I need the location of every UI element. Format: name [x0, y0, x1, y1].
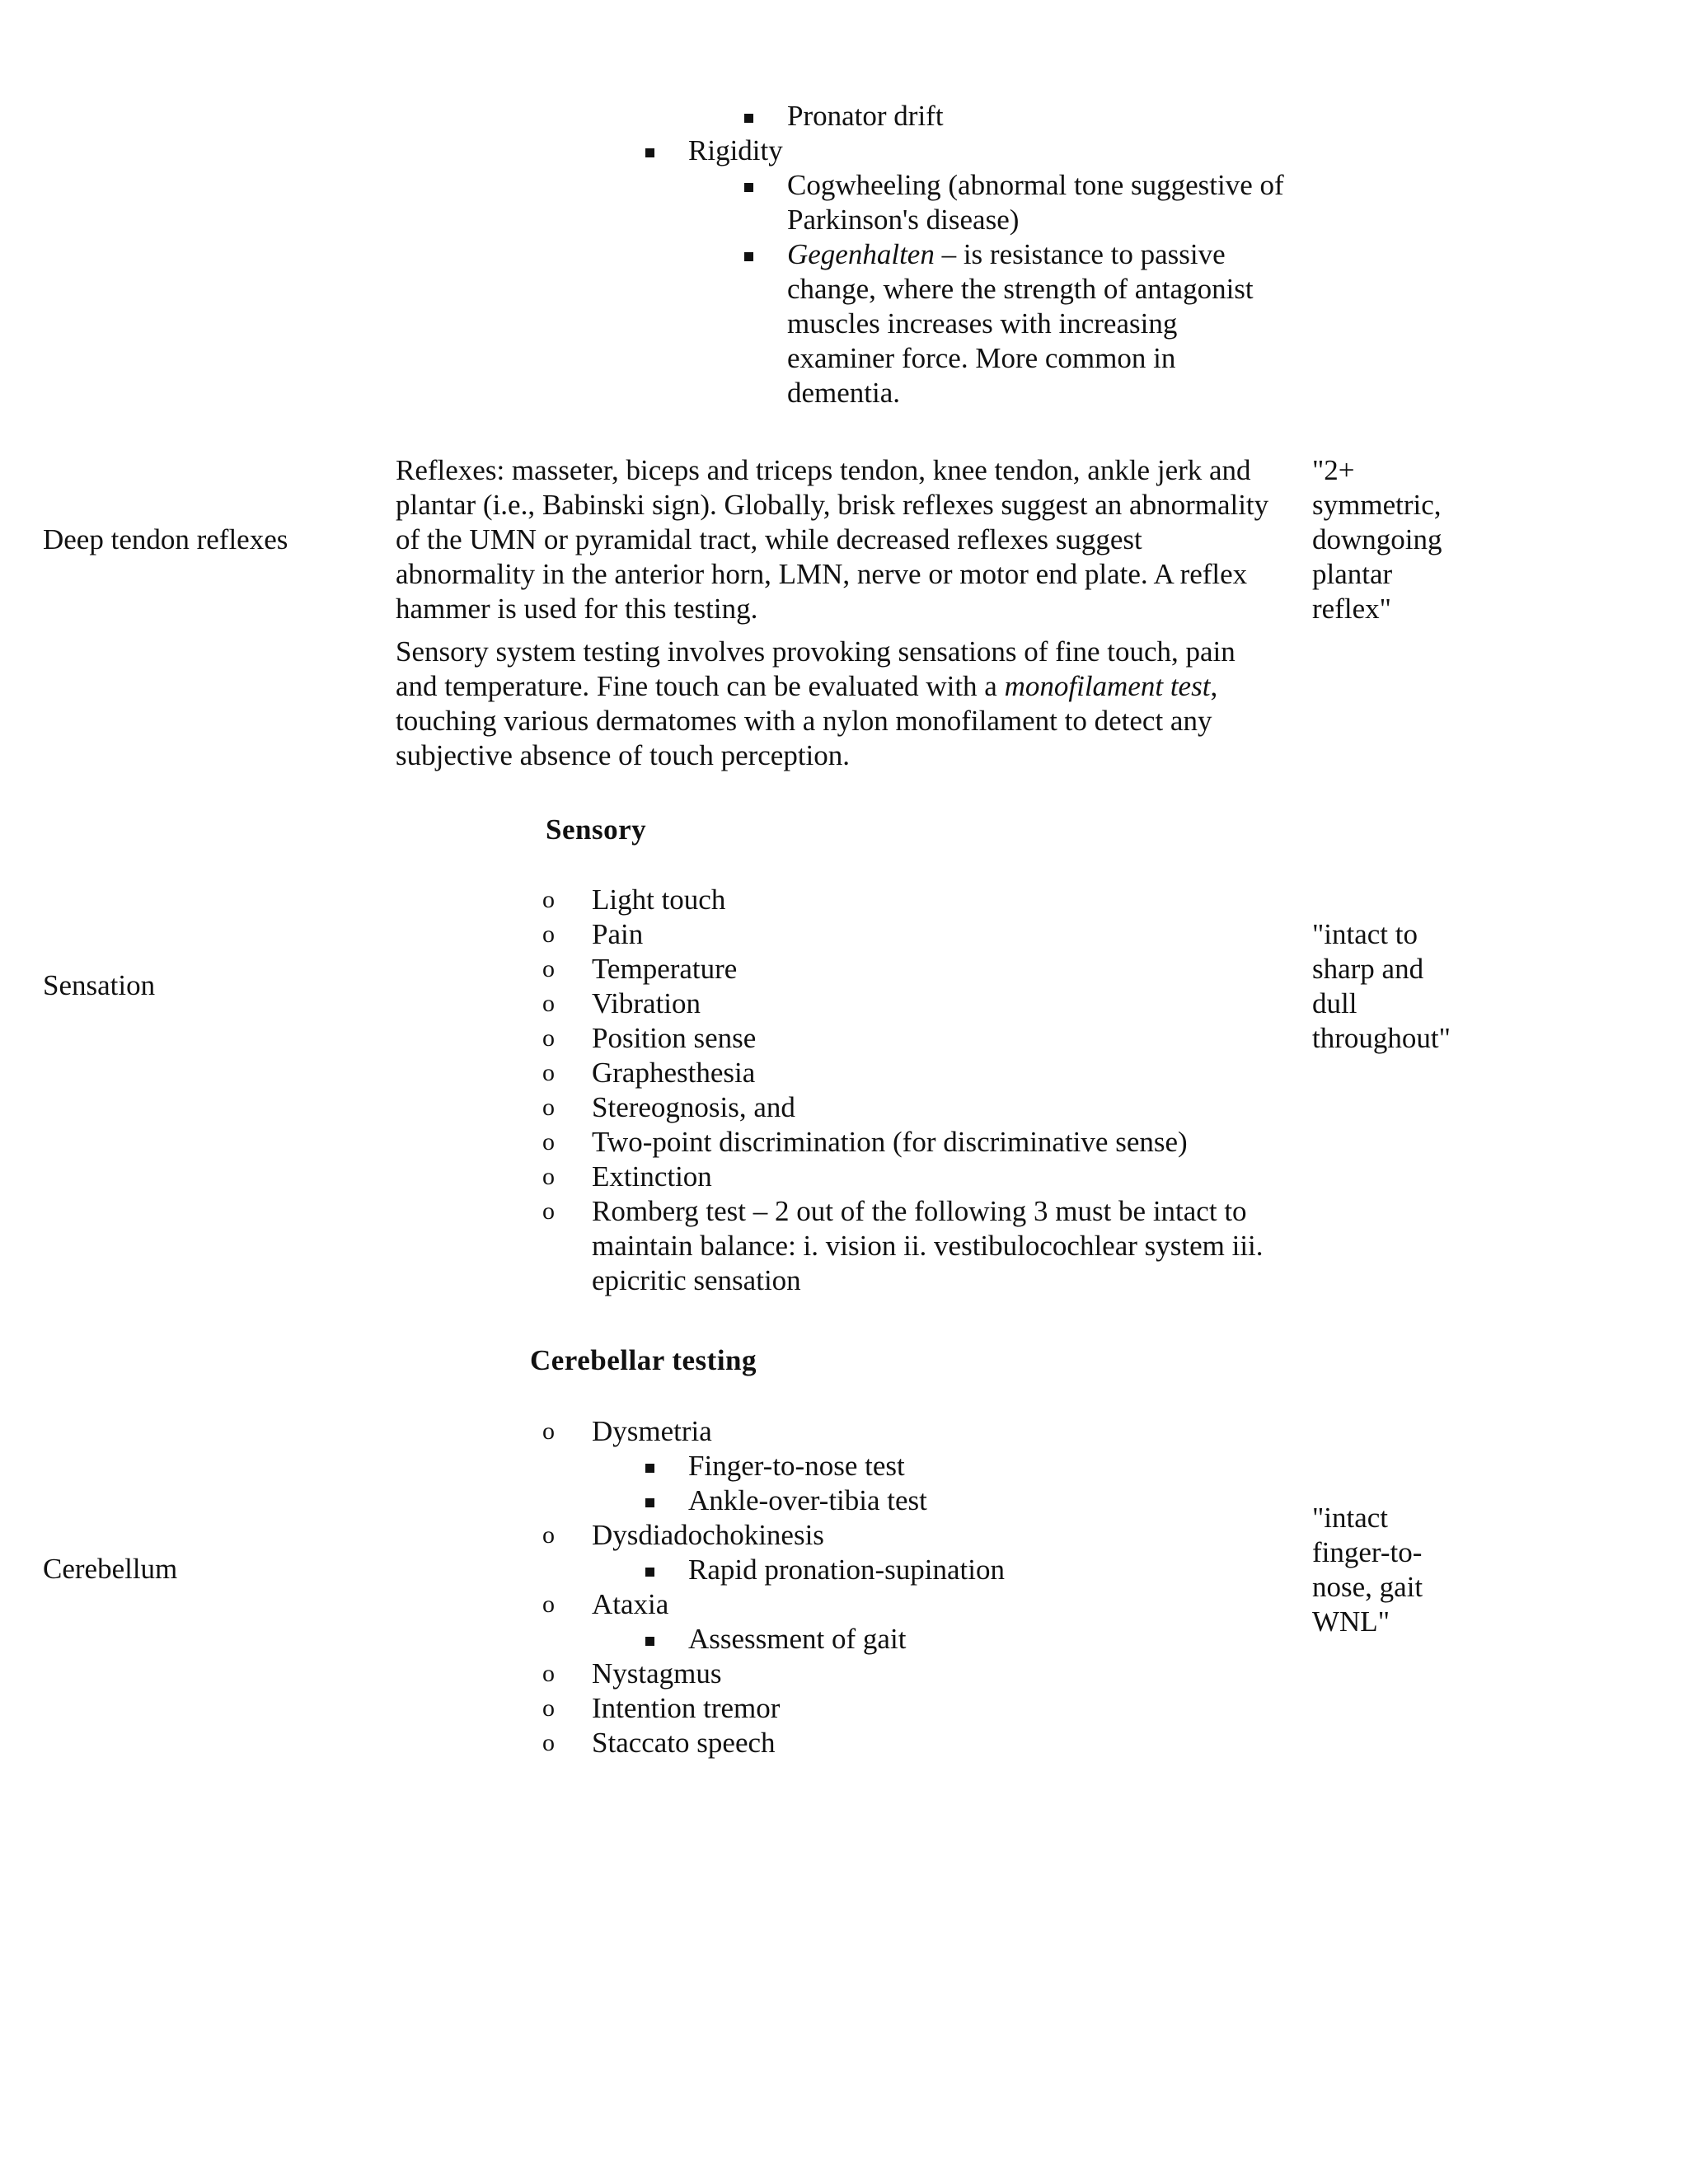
cerebellar-subitem: Assessment of gait [688, 1623, 907, 1655]
reflexes-line: plantar (i.e., Babinski sign). Globally, brisk reflexes suggest an abnormality [396, 489, 1269, 521]
square-bullet-icon [744, 114, 753, 123]
circle-bullet-icon: o [542, 1197, 555, 1225]
circle-bullet-icon: o [542, 1660, 555, 1687]
circle-bullet-icon: o [542, 1059, 555, 1086]
cerebellar-item: Dysdiadochokinesis [592, 1519, 824, 1551]
sensation-normal-note: "intact to sharp and dull throughout" [1312, 918, 1451, 1054]
cerebellum-normal-note: "intact finger-to- nose, gait WNL" [1312, 1502, 1423, 1638]
gegen-line-1: – is resistance to passive [934, 238, 1226, 270]
cerebellar-subitem: Ankle-over-tibia test [688, 1484, 927, 1516]
cerebellar-subitem: Finger-to-nose test [688, 1450, 905, 1482]
reflexes-line: of the UMN or pyramidal tract, while decreased reflexes suggest [396, 523, 1142, 555]
sensory-item: Temperature [592, 953, 738, 985]
list-item-pronator-drift: Pronator drift [787, 100, 944, 132]
square-bullet-icon [645, 1464, 654, 1473]
reflexes-line: abnormality in the anterior horn, LMN, nerve or motor end plate. A reflex [396, 558, 1248, 590]
list-item-rigidity: Rigidity [688, 134, 783, 166]
cogwheel-line-1: Cogwheeling (abnormal tone suggestive of [787, 169, 1284, 201]
gegen-line-4: examiner force. More common in [787, 342, 1176, 374]
cerebellar-item: Dysmetria [592, 1415, 712, 1447]
monofilament-term: monofilament test [1004, 670, 1211, 702]
circle-bullet-icon: o [542, 990, 555, 1017]
reflexes-line: Reflexes: masseter, biceps and triceps tendon, knee tendon, ankle jerk and [396, 454, 1251, 486]
cerebellar-item: Staccato speech [592, 1727, 776, 1759]
square-bullet-icon [645, 1498, 654, 1507]
sensory-intro-line: subjective absence of touch perception. [396, 739, 851, 771]
gegen-line-3: muscles increases with increasing [787, 307, 1178, 340]
circle-bullet-icon: o [542, 1418, 555, 1445]
circle-bullet-icon: o [542, 1591, 555, 1618]
cerebellar-item: Intention tremor [592, 1692, 781, 1724]
section-heading-sensory: Sensory [546, 813, 647, 846]
circle-bullet-icon: o [542, 1729, 555, 1756]
sensory-intro-line: touching various dermatomes with a nylon monofilament to detect any [396, 705, 1212, 737]
section-heading-cerebellar: Cerebellar testing [530, 1344, 757, 1376]
circle-bullet-icon: o [542, 955, 555, 982]
circle-bullet-icon: o [542, 1024, 555, 1052]
circle-bullet-icon: o [542, 1521, 555, 1549]
reflexes-normal-note: "2+ symmetric, downgoing plantar reflex" [1312, 454, 1442, 625]
square-bullet-icon [744, 183, 753, 192]
cerebellar-item: Nystagmus [592, 1657, 722, 1690]
circle-bullet-icon: o [542, 1694, 555, 1722]
square-bullet-icon [645, 148, 654, 157]
cerebellar-subitem: Rapid pronation-supination [688, 1554, 1005, 1586]
sensory-item: Extinction [592, 1160, 712, 1193]
sensory-item: Pain [592, 918, 644, 950]
sensory-intro-paragraph [396, 635, 1311, 773]
sensory-item: Two-point discrimination (for discriminative sense) [592, 1126, 1188, 1158]
circle-bullet-icon: o [542, 1094, 555, 1121]
sensory-item: Graphesthesia [592, 1057, 756, 1089]
sensory-item-romberg: Romberg test – 2 out of the following 3 must be intact to maintain balance: i. vision ii. vestibulocochlear system iii. epicritic sensation [592, 1195, 1264, 1296]
reflexes-paragraph [396, 453, 1311, 626]
sensory-intro-line: and temperature. Fine touch can be evaluated with a monofilament test, [396, 670, 1218, 702]
sensory-intro-line: Sensory system testing involves provoking sensations of fine touch, pain [396, 635, 1236, 668]
circle-bullet-icon: o [542, 921, 555, 948]
sensory-item: Vibration [592, 987, 701, 1019]
gegenhalten-term: Gegenhalten [787, 238, 935, 270]
row-label-reflexes: Deep tendon reflexes [43, 523, 288, 555]
square-bullet-icon [744, 252, 753, 261]
cogwheel-line-2: Parkinson's disease) [787, 204, 1020, 236]
gegen-line-2: change, where the strength of antagonist [787, 273, 1254, 305]
sensory-item: Position sense [592, 1022, 757, 1054]
square-bullet-icon [645, 1637, 654, 1646]
circle-bullet-icon: o [542, 1128, 555, 1155]
sensory-item: Light touch [592, 883, 726, 916]
row-label-cerebellum: Cerebellum [43, 1553, 178, 1585]
list-item-gegenhalten [787, 237, 1254, 410]
reflexes-line: hammer is used for this testing. [396, 593, 758, 625]
list-item-cogwheeling [787, 168, 1284, 237]
circle-bullet-icon: o [542, 1163, 555, 1190]
gegen-line-5: dementia. [787, 377, 901, 409]
circle-bullet-icon: o [542, 886, 555, 913]
row-label-sensation: Sensation [43, 969, 156, 1001]
cerebellar-item: Ataxia [592, 1588, 669, 1620]
sensory-item: Stereognosis, and [592, 1091, 795, 1123]
square-bullet-icon [645, 1568, 654, 1577]
